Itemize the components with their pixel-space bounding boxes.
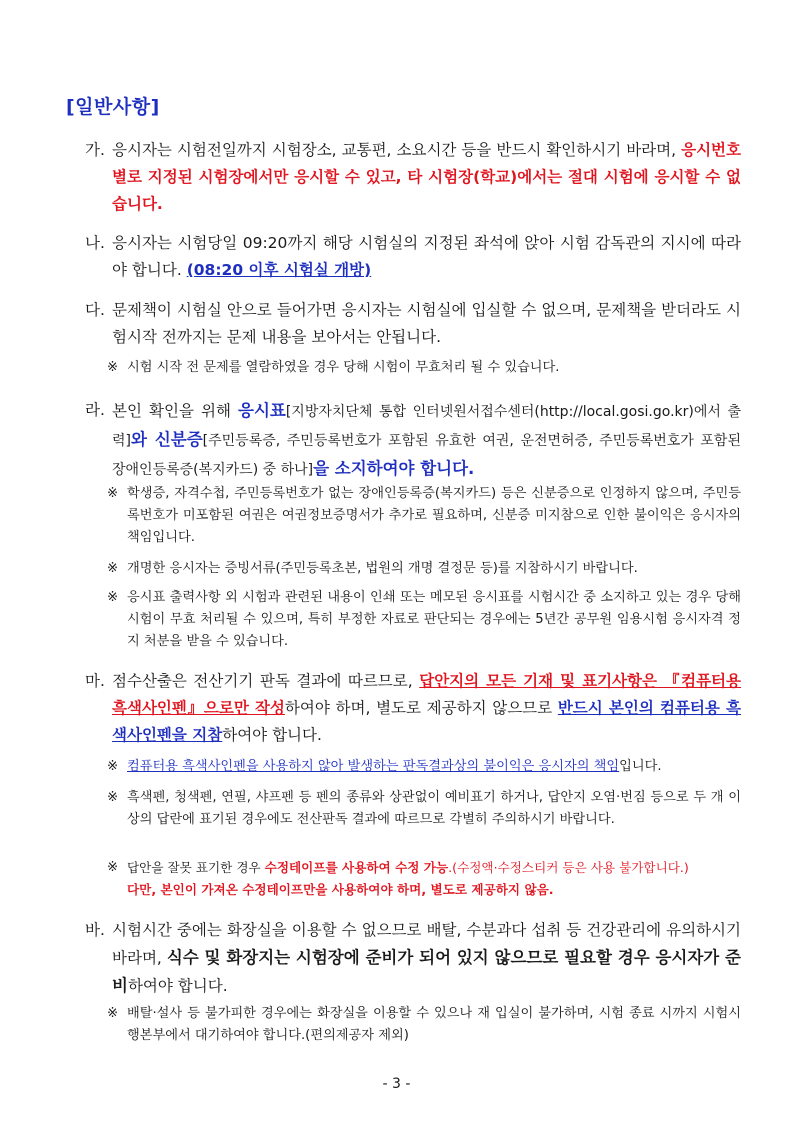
item-marker: 마.	[85, 672, 105, 690]
item-text: 응시자는 시험전일까지 시험장소, 교통편, 소요시간 등을 반드시 확인하시기 바라며,	[112, 141, 682, 159]
note-text-emphasis: 수정테이프를 사용하여 수정 가능	[264, 860, 449, 875]
note-text: 배탈·설사 등 불가피한 경우에는 화장실을 이용할 수 있으나 재 입실이 불가하며, 시험 종료 시까지 시험시행본부에서 대기하여야 합니다.(편의제공자 제외)	[127, 1006, 741, 1043]
note-marker: ※	[107, 790, 119, 805]
note-marker: ※	[107, 1006, 119, 1021]
note-2	[107, 483, 741, 549]
item-text: [지방자치단체 통합 인터넷원서접수센터(http://local.gosi.go.kr)에서 출력]	[112, 404, 742, 449]
item-text: 하여야 하며, 별도로 제공하지 않으므로	[284, 699, 558, 717]
page-number: - 3 -	[382, 1076, 411, 1092]
note-marker: ※	[107, 590, 119, 605]
item-text-emphasis: 응시번호별로 지정된 시험장에서만 응시할 수 있고, 타 시험장(학교)에서는 절대 시험에 응시할 수 없습니다.	[112, 141, 741, 213]
item-text: 응시자는 시험당일 09:20까지 해당 시험실의 지정된 좌석에 앉아 시험 감독관의 지시에 따라야 합니다.	[112, 234, 741, 279]
item-text: 본인 확인을 위해	[112, 402, 238, 420]
item-marker: 라.	[85, 401, 105, 419]
note-marker: ※	[107, 860, 119, 875]
item-marker: 가.	[85, 141, 105, 159]
item-na	[85, 230, 741, 284]
note-8	[107, 1003, 741, 1047]
note-text: 학생증, 자격수첩, 주민등록번호가 없는 장애인등록증(복지카드) 등은 신분증으로 인정하지 않으며, 주민등록번호가 미포함된 여권은 여권정보증명서가 추가로 필요하며, 신분증 미지참으로 인한 불이익은 응시자의 책임입니다.	[127, 486, 741, 545]
note-4	[107, 587, 741, 653]
item-text-emphasis: 응시표	[238, 401, 286, 420]
item-text: [주민등록증, 주민등록번호가 포함된 유효한 여권, 운전면허증, 주민등록번호가 포함된 장애인등록증(복지카드) 중 하나]	[112, 433, 741, 478]
note-text: 입니다.	[619, 759, 662, 774]
note-text: 흑색펜, 청색펜, 연필, 샤프펜 등 펜의 종류와 상관없이 예비표기 하거나, 답안지 오염·번짐 등으로 두 개 이상의 답란에 표기된 경우에도 전산판독 결과에 따르므로 각별히 주의하시기 바랍니다.	[127, 790, 741, 827]
item-text: 하여야 합니다.	[127, 977, 228, 995]
note-text: 개명한 응시자는 증빙서류(주민등록초본, 법원의 개명 결정문 등)를 지참하시기 바랍니다.	[127, 561, 638, 576]
note-marker: ※	[107, 486, 119, 501]
note-text: 답안을 잘못 표기한 경우	[127, 860, 265, 875]
item-ba	[85, 917, 741, 1000]
item-marker: 나.	[85, 234, 105, 252]
note-6	[107, 787, 741, 831]
note-1	[107, 357, 741, 379]
note-marker: ※	[107, 360, 119, 375]
item-ga	[85, 137, 741, 218]
item-marker: 바.	[85, 921, 105, 939]
note-text: 응시표 출력사항 외 시험과 관련된 내용이 인쇄 또는 메모된 응시표를 시험시간 중 소지하고 있는 경우 당해시험이 무효 처리될 수 있으며, 특히 부정한 자료로 판단되는 경우에는 5년간 공무원 임용시험 응시자격 정지 처분을 받을 수 있습니다.	[127, 590, 741, 649]
note-7	[107, 857, 741, 901]
item-da	[85, 297, 741, 351]
item-ma	[85, 668, 741, 749]
note-3	[107, 558, 741, 580]
item-text-emphasis: 와 신분증	[131, 430, 203, 449]
item-text-emphasis: 반드시 본인의 컴퓨터용 흑색사인펜을 지참	[112, 699, 741, 744]
item-text-emphasis: 답안지의 모든 기재 및 표기사항은 『컴퓨터용 흑색사인펜』으로만 작성	[112, 672, 742, 717]
note-marker: ※	[107, 561, 119, 576]
note-marker: ※	[107, 759, 119, 774]
item-marker: 다.	[85, 301, 105, 319]
item-text-emphasis: (08:20 이후 시험실 개방)	[186, 261, 372, 279]
note-5	[107, 756, 741, 778]
item-ra	[85, 397, 741, 484]
item-text-emphasis: 식수 및 화장지는 시험장에 준비가 되어 있지 않으므로 필요할 경우 응시자가 준비	[112, 948, 741, 995]
note-text-emphasis: 다만, 본인이 가져온 수정테이프만을 사용하여야 하며, 별도로 제공하지 않음.	[127, 882, 554, 897]
item-text: 하여야 합니다.	[222, 726, 322, 744]
item-text: 문제책이 시험실 안으로 들어가면 응시자는 시험실에 입실할 수 없으며, 문제책을 받더라도 시험시작 전까지는 문제 내용을 보아서는 안됩니다.	[112, 301, 741, 346]
section-title: [일반사항]	[66, 96, 160, 118]
item-text: 점수산출은 전산기기 판독 결과에 따르므로,	[112, 672, 420, 690]
note-text: 시험 시작 전 문제를 열람하였을 경우 당해 시험이 무효처리 될 수 있습니다.	[127, 360, 560, 375]
item-text-emphasis: 을 소지하여야 합니다.	[313, 459, 475, 478]
item-text: 시험시간 중에는 화장실을 이용할 수 없으므로 배탈, 수분과다 섭취 등 건강관리에 유의하시기 바라며,	[112, 921, 741, 967]
note-text-emphasis: 컴퓨터용 흑색사인펜을 사용하지 않아 발생하는 판독결과상의 불이익은 응시자의 책임	[127, 759, 620, 774]
note-text-emphasis: .(수정액·수정스티커 등은 사용 불가합니다.)	[448, 860, 689, 875]
